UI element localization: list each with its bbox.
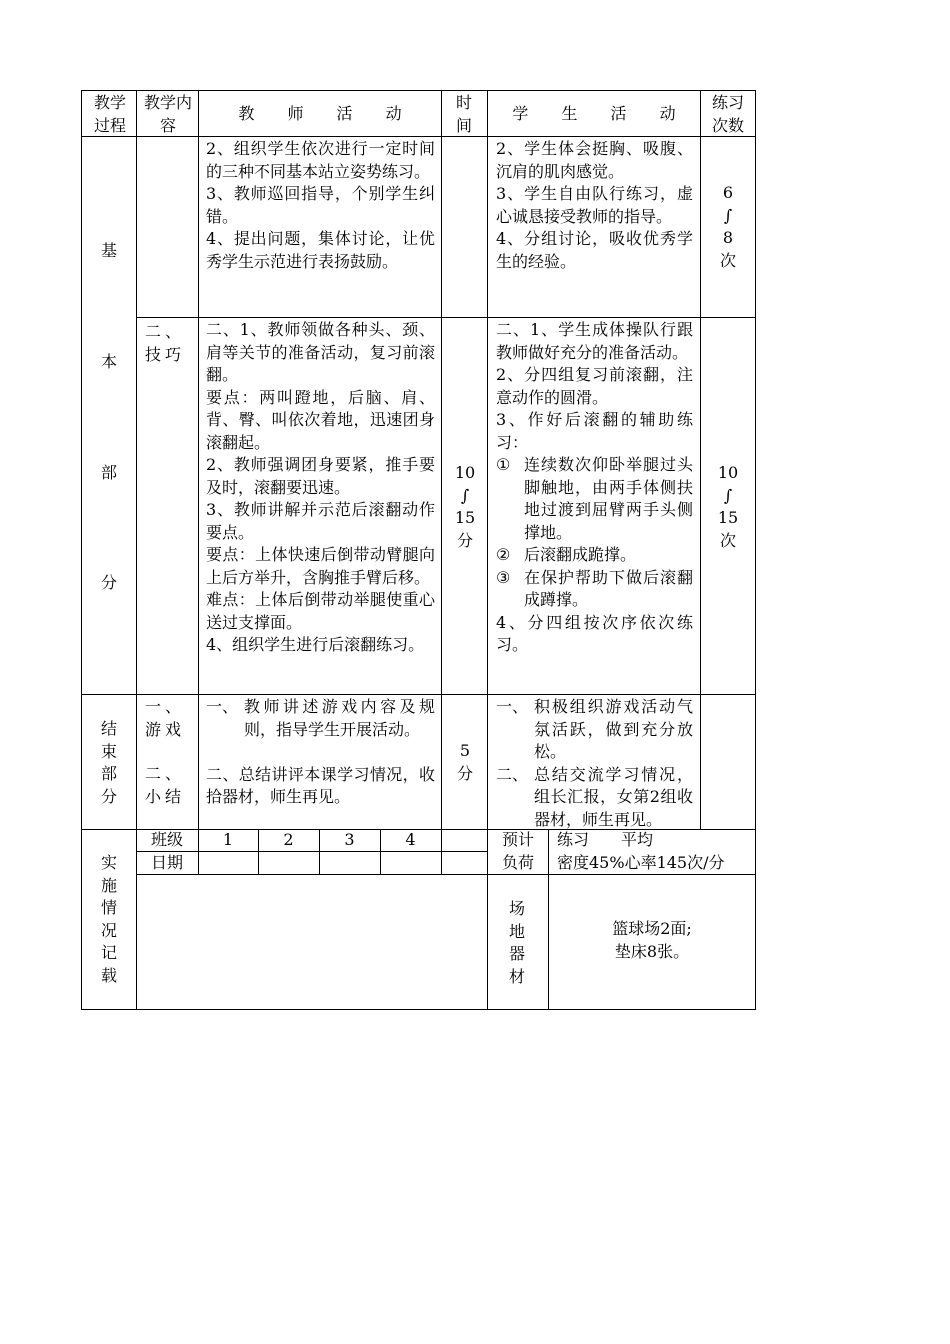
item-text: 在保护帮助下做后滚翻成蹲撑。 bbox=[524, 567, 693, 609]
load-line-2: 密度45%心率145次/分 bbox=[557, 853, 725, 872]
basic-stage-char: 本 bbox=[100, 351, 117, 371]
class-number-2: 2 bbox=[283, 830, 294, 849]
item-text: 连续数次仰卧举腿过头脚触地，由两手体侧扶地过渡到屈臂两手头侧撑地。 bbox=[524, 455, 693, 542]
row2-teacher-line: 二、1、教师领做各种头、颈、肩等关节的准备活动，复习前滚翻。 bbox=[206, 320, 435, 384]
item-marker: 一、 bbox=[496, 697, 529, 716]
row1-teacher-line: 2、组织学生依次进行一定时间的三种不同基本站立姿势练习。 bbox=[206, 139, 435, 181]
item-text: 教师讲述游戏内容及规则，指导学生开展活动。 bbox=[244, 697, 435, 739]
item-marker: ③ bbox=[496, 567, 511, 587]
venue-label bbox=[504, 898, 530, 988]
item-marker: 二、 bbox=[496, 764, 529, 784]
reps-value: 15 bbox=[717, 508, 739, 527]
reps-value: 8 bbox=[722, 228, 734, 247]
item-marker: ① bbox=[496, 455, 511, 474]
teacher-col-line bbox=[441, 90, 442, 830]
item-text: 总结交流学习情况，组长汇报，女第2组收器材，师生再见。 bbox=[534, 764, 693, 829]
reps-value: 10 bbox=[717, 463, 739, 482]
row1-reps bbox=[712, 182, 744, 272]
ending-teacher-line: 二、总结讲评本课学习情况，收拾器材，师生再见。 bbox=[206, 764, 435, 806]
student-list-item bbox=[496, 544, 693, 567]
records-stage-char: 情 bbox=[100, 898, 117, 917]
basic-stage-char: 分 bbox=[100, 573, 117, 593]
venue-char: 器 bbox=[508, 944, 525, 963]
date-label: 日期 bbox=[150, 853, 183, 872]
item-marker: 一、 bbox=[206, 697, 239, 716]
basic-stage-char: 基 bbox=[100, 241, 117, 260]
row1-student-line: 4、分组讨论，吸收优秀学生的经验。 bbox=[496, 229, 693, 271]
time-value: 5 bbox=[459, 741, 471, 760]
ending-content-summary: 二、小结 bbox=[145, 764, 186, 806]
basic-stage-label bbox=[96, 240, 122, 595]
time-value: 10 bbox=[454, 463, 476, 482]
ending-student-item bbox=[496, 696, 693, 764]
student-list-item bbox=[496, 567, 693, 612]
ending-time bbox=[452, 740, 478, 785]
records-stage-char: 载 bbox=[100, 965, 117, 985]
time-col-line bbox=[487, 90, 488, 1010]
row2-teacher-activity bbox=[206, 319, 435, 657]
row2-student-line: 二、1、学生成体操队行跟教师做好充分的准备活动。 bbox=[496, 320, 693, 362]
row1-bottom-line bbox=[136, 317, 756, 318]
row1-student-line: 2、学生体会挺胸、吸腹、沉肩的肌肉感觉。 bbox=[496, 139, 693, 181]
records-stage-char: 况 bbox=[100, 920, 117, 940]
ending-teacher-item bbox=[206, 696, 435, 741]
row2-student-activity bbox=[496, 319, 693, 657]
item-text: 后滚翻成跪撑。 bbox=[524, 545, 637, 564]
reps-range-symbol: ∫ bbox=[723, 205, 733, 225]
basic-section-bottom-line bbox=[81, 694, 756, 695]
item-text: 积极组织游戏活动气氛活跃，做到充分放松。 bbox=[534, 697, 693, 761]
student-col-line bbox=[700, 90, 701, 830]
row1-student-activity bbox=[496, 138, 693, 273]
records-stage-char: 记 bbox=[100, 943, 117, 962]
row2-student-line: 4、分四组按次序依次练习。 bbox=[496, 612, 693, 654]
table-border-right bbox=[755, 90, 756, 1010]
table-border-left bbox=[81, 90, 82, 1010]
ending-stage-char: 部 bbox=[100, 764, 117, 783]
time-range-symbol: ∫ bbox=[460, 485, 470, 505]
table-border-top bbox=[81, 90, 756, 91]
header-time: 时间 bbox=[455, 93, 472, 135]
reps-value: 6 bbox=[722, 183, 734, 202]
ending-stage-char: 结 bbox=[100, 719, 117, 738]
venue-line: 篮球场2面; bbox=[612, 919, 692, 938]
records-stage-label bbox=[96, 852, 122, 987]
class-col-line-4 bbox=[441, 829, 442, 874]
row2-teacher-line: 要点：两叫蹬地，后脑、肩、背、臀、叫依次着地，迅速团身滚翻起。 bbox=[206, 387, 435, 452]
load-line-1: 练习 平均 bbox=[557, 830, 654, 849]
venue-char: 地 bbox=[508, 921, 525, 941]
venue-char: 场 bbox=[508, 899, 525, 918]
row2-teacher-line: 2、教师强调团身要紧，推手要及时，滚翻要迅速。 bbox=[206, 455, 435, 497]
ending-student-activity bbox=[496, 696, 693, 831]
reps-unit: 次 bbox=[719, 250, 736, 270]
row1-teacher-line: 4、提出问题，集体讨论，让优秀学生示范进行表扬鼓励。 bbox=[206, 229, 435, 271]
ending-student-item bbox=[496, 764, 693, 832]
venue-equipment bbox=[549, 918, 755, 963]
ending-teacher-activity bbox=[206, 696, 435, 809]
header-process: 教学过程 bbox=[93, 93, 126, 135]
row2-student-line: 2、分四组复习前滚翻，注意动作的圆滑。 bbox=[496, 365, 693, 407]
row2-teacher-line: 4、组织学生进行后滚翻练习。 bbox=[206, 635, 425, 654]
reps-unit: 次 bbox=[719, 530, 736, 550]
row2-content: 二、技巧 bbox=[145, 322, 186, 364]
class-number-1: 1 bbox=[222, 830, 234, 849]
venue-line: 垫床8张。 bbox=[614, 941, 690, 961]
class-label: 班级 bbox=[150, 830, 183, 849]
time-unit: 分 bbox=[456, 763, 473, 783]
time-value: 15 bbox=[454, 508, 476, 527]
records-stage-char: 实 bbox=[100, 853, 117, 872]
load-label: 预计负荷 bbox=[501, 830, 534, 872]
row1-teacher-activity bbox=[206, 138, 435, 273]
row2-teacher-line: 3、教师讲解并示范后滚翻动作要点。 bbox=[206, 500, 435, 542]
row2-reps bbox=[709, 462, 747, 552]
venue-char: 材 bbox=[508, 966, 525, 986]
row2-time bbox=[446, 462, 484, 552]
row1-student-line: 3、学生自由队行练习，虚心诚恳接受教师的指导。 bbox=[496, 184, 693, 226]
content-col-line bbox=[198, 90, 199, 874]
ending-stage-label bbox=[96, 718, 122, 808]
class-number-4: 4 bbox=[405, 830, 416, 849]
records-stage-char: 施 bbox=[100, 875, 117, 895]
time-unit: 分 bbox=[456, 530, 473, 550]
class-number-3: 3 bbox=[344, 830, 355, 849]
header-reps: 练习次数 bbox=[711, 93, 744, 135]
row2-student-line: 3、作好后滚翻的辅助练习： bbox=[496, 410, 693, 452]
row2-teacher-line: 难点：上体后倒带动举腿使重心送过支撑面。 bbox=[206, 590, 435, 632]
header-teacher: 教 师 活 动 bbox=[238, 104, 416, 123]
reps-range-symbol: ∫ bbox=[723, 485, 733, 505]
item-marker: ② bbox=[496, 545, 511, 564]
header-student: 学 生 活 动 bbox=[512, 104, 690, 123]
ending-stage-char: 分 bbox=[100, 786, 117, 806]
basic-stage-char: 部 bbox=[100, 462, 117, 482]
student-list-item bbox=[496, 454, 693, 544]
header-content: 教学内容 bbox=[144, 93, 193, 135]
row2-teacher-line: 要点：上体快速后倒带动臂腿向上后方举升，含胸推手臂后移。 bbox=[206, 545, 435, 587]
table-border-bottom bbox=[81, 1009, 756, 1010]
ending-stage-char: 束 bbox=[100, 741, 117, 761]
row1-teacher-line: 3、教师巡回指导，个别学生纠错。 bbox=[206, 184, 435, 226]
ending-content-game: 一、游戏 bbox=[145, 697, 186, 739]
